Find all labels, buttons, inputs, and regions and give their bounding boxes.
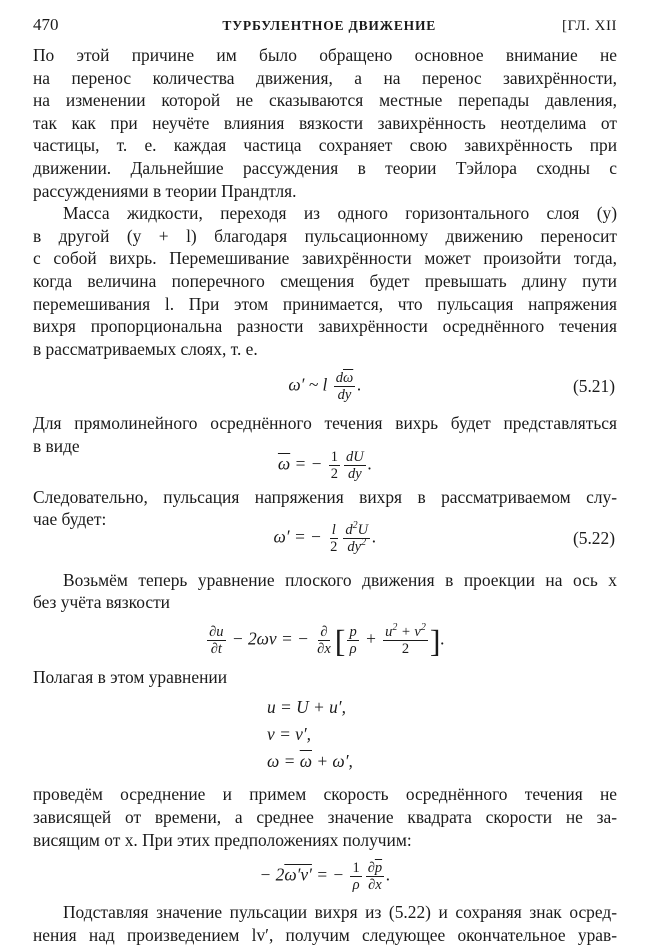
equation-body: $\overline{\omega}$ = − $\frac{1}{2}$ $\frac{dU}{dy}$ . (277, 449, 373, 482)
equation-body: ω′ ~ l $\frac{d\overline{\omega}}{dy}$ . (288, 369, 362, 403)
text-line: на изменении которой не сказываются местные перепады давления, (33, 90, 617, 111)
text-line: без учёта вязкости (33, 592, 170, 613)
equation-body: ω′ = − $\frac{l}{2}$ $\frac{d^2U}{dy^2}$ . (273, 520, 377, 556)
text-line: Возьмём теперь уравнение плоского движения в проекции на ось x (63, 569, 617, 590)
text-line: зависящей от времени, а среднее значение квадрата скорости не за- (33, 807, 617, 828)
text-line: когда величина поперечного смещения будет превышать длину пути (33, 270, 617, 291)
text-line: в рассматриваемых слоях, т. е. (33, 338, 258, 359)
running-title: ТУРБУЛЕНТНОЕ ДВИЖЕНИЕ (222, 18, 437, 33)
equation-omega: $\omega = \overline{\omega} + \omega'$, (267, 751, 353, 772)
text-line: По этой причине им было обращено основное внимание не (33, 45, 617, 65)
text-line: перемешивания l. При этом принимается, что пульсация напряжения (33, 293, 617, 314)
text-line: на перенос количества движения, а на перенос завихрённости, (33, 67, 617, 88)
text-line: Следовательно, пульсация напряжения вихря в рассматриваемом слу- (33, 486, 617, 507)
chapter-label: [ГЛ. XII (561, 18, 617, 34)
text-line: частицы, т. е. каждая частица сохраняет свою завихрённость при (33, 135, 617, 156)
paragraph-2 (33, 202, 617, 360)
text-line: движении. Дальнейшие рассуждения в теории Тэйлора сходны с (33, 157, 617, 178)
text-line: чае будет: (33, 509, 107, 530)
text-line: Масса жидкости, переходя из одного горизонтального слоя (y) (63, 203, 617, 224)
paragraph-5 (33, 569, 617, 614)
equation-5-21 (33, 360, 617, 412)
equation-motion (33, 616, 617, 666)
text-line: Для прямолинейного осреднённого течения вихрь будет представляться (33, 413, 617, 434)
page-header (33, 14, 617, 44)
text-line: в другой (y + l) благодаря пульсационному движению переносит (33, 225, 617, 246)
page-number: 470 (33, 15, 59, 34)
book-page (33, 14, 617, 946)
equation-number: (5.22) (572, 528, 615, 549)
text-line: Подставляя значение пульсации вихря из (5.22) и сохраняя знак осред- (63, 902, 617, 923)
text-line: висящим от x. При этих предположениях получим: (33, 829, 412, 850)
equation-mean-vorticity (33, 446, 617, 486)
paragraph-8 (33, 901, 617, 946)
equation-system (33, 694, 617, 775)
text-line: рассуждениями в теории Прандтля. (33, 180, 297, 201)
paragraph-1 (33, 44, 617, 202)
paragraph-7 (33, 783, 617, 851)
text-line: так как при неучёте влияния вязкости завихрённость неотделима от (33, 112, 617, 133)
equation-body: $\frac{\partial u}{\partial t}$ − 2ωv = − $\frac{\partial}{\partial x}$ [ $\frac{p}{\rho}$ + $\frac{u^2 + v^2}{2}$ ]. (209, 622, 445, 659)
text-line: нения над произведением lv′, получим следующее окончательное урав- (33, 924, 617, 945)
equation-number: (5.21) (572, 376, 615, 397)
text-line: Полагая в этом уравнении (33, 666, 227, 687)
text-line: в виде (33, 435, 80, 456)
equation-v: v = v′, (267, 724, 312, 745)
equation-averaged (33, 851, 617, 901)
text-line: вихря пропорциональна разности завихрённости осреднённого течения (33, 316, 617, 337)
equation-body: − 2ω′v′ = − $\frac{1}{\rho}$ $\frac{\partial\overline{p}}{\partial x}$ . (259, 859, 391, 893)
paragraph-6 (33, 666, 617, 689)
equation-5-22 (33, 519, 617, 559)
equation-u: u = U + u′, (267, 697, 346, 718)
text-line: проведём осреднение и примем скорость осреднённого течения не (33, 784, 617, 805)
text-line: с собой вихрь. Перемешивание завихрённости может произойти тогда, (33, 248, 617, 269)
